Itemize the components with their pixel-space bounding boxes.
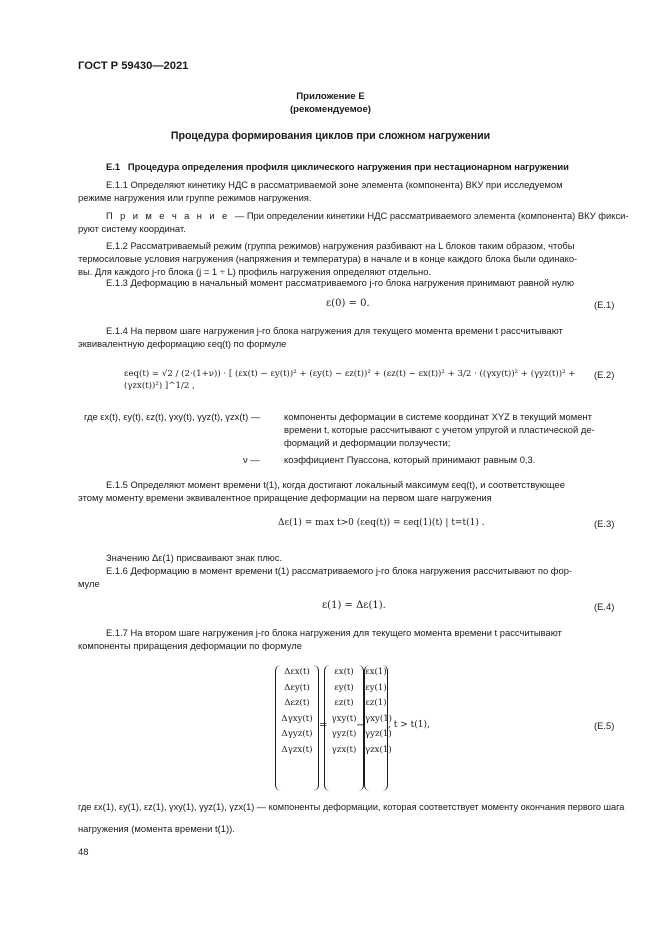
page-number: 48 bbox=[78, 846, 89, 857]
matrix-cell: γyz(t) bbox=[331, 729, 357, 739]
matrix-cell: εx(t) bbox=[334, 667, 354, 677]
matrix-cell: γzx(t) bbox=[331, 744, 357, 755]
matrix-cell: Δγyz(t) bbox=[281, 729, 313, 739]
final-paragraph-line2: нагружения (момента времени t(1)). bbox=[78, 823, 235, 834]
standard-header: ГОСТ Р 59430—2021 bbox=[78, 60, 189, 72]
matrix-cell: Δεz(t) bbox=[284, 698, 310, 708]
paragraph-e116-line2: муле bbox=[78, 578, 100, 589]
equation-e4: ε(1) = Δε(1). bbox=[322, 600, 386, 611]
matrix-cell: Δγzx(t) bbox=[281, 744, 313, 755]
note-label: П р и м е ч а н и е bbox=[106, 210, 230, 221]
paragraph-e115-line1: Е.1.5 Определяют момент времени t(1), когда достигают локальный максимум εeq(t), и соответствующее bbox=[106, 479, 565, 490]
equation-e1: ε(0) = 0. bbox=[326, 298, 370, 309]
matrix-increments bbox=[275, 665, 319, 791]
matrix-cell: γxy(1) bbox=[365, 713, 393, 724]
matrix-cell: Δεx(t) bbox=[284, 667, 310, 677]
where1-line2: времени t, которые рассчитывают с учетом упругой и пластической де- bbox=[284, 424, 595, 435]
equation-e2: εeq(t) = √2 / (2·(1+ν)) · [ (εx(t) − εy(t))² + (εy(t) − εz(t))² + (εz(t) − εx(t))² + 3/2 · ((γxy(t))² + (γyz(t))² + (γzx(t))²) ]^1/2 , bbox=[124, 369, 576, 391]
equation-e3-number: (Е.3) bbox=[594, 518, 615, 529]
paragraph-e112-line1: Е.1.2 Рассматриваемый режим (группа режимов) нагружения разбивают на L блоков таким образом, чтобы bbox=[106, 240, 575, 251]
equals-sign: = bbox=[319, 720, 328, 731]
paragraph-e113: Е.1.3 Деформацию в начальный момент рассматриваемого j-го блока нагружения принимают равной нулю bbox=[106, 277, 574, 288]
section-number: Е.1 bbox=[106, 161, 121, 172]
section-heading bbox=[106, 160, 569, 173]
matrix-cell: εz(t) bbox=[334, 698, 354, 708]
appendix-label: Приложение Е bbox=[296, 91, 365, 102]
minus-sign: − bbox=[356, 720, 365, 731]
appendix-status: (рекомендуемое) bbox=[289, 104, 371, 115]
matrix-cell: εy(1) bbox=[365, 682, 387, 693]
matrix-cell: γxy(t) bbox=[331, 713, 357, 724]
paragraph-e117-line1: Е.1.7 На втором шаге нагружения j-го блока нагружения для текущего момента времени t рассчитывают bbox=[106, 627, 562, 638]
matrix-first-step bbox=[364, 665, 393, 791]
note-line2: руют систему координат. bbox=[78, 223, 186, 234]
paragraph-e116-line1: Е.1.6 Деформацию в момент времени t(1) рассматриваемого j-го блока нагружения рассчитывают по фор- bbox=[106, 565, 573, 576]
where1-variables: где εx(t), εy(t), εz(t), γxy(t), γyz(t), γzx(t) — bbox=[84, 411, 261, 422]
equation-e1-number: (Е.1) bbox=[594, 299, 615, 310]
paragraph-e112-line3: вы. Для каждого j-го блока (j = 1 ÷ L) профиль нагружения определяют отдельно. bbox=[78, 266, 432, 277]
equation-e2-number: (Е.2) bbox=[594, 369, 615, 380]
matrix-cell: Δγxy(t) bbox=[281, 713, 313, 724]
section-title: Процедура определения профиля циклического нагружения при нестационарном нагружении bbox=[127, 161, 569, 172]
paragraph-e112-line2: термосиловые условия нагружения (напряжения и температура) в начале и в конце каждого блока были одинако- bbox=[78, 253, 578, 264]
paragraph-e114-line2: эквивалентную деформацию εeq(t) по формуле bbox=[78, 338, 287, 349]
note-text: — При определении кинетики НДС рассматриваемого элемента (компонента) ВКУ фикси- bbox=[234, 210, 629, 221]
paragraph-e115-line2: этому моменту времени эквивалентное приращение деформации на первом шаге нагружения bbox=[78, 492, 492, 503]
matrix-cell: γyz(1) bbox=[365, 729, 392, 739]
matrix-cell: γzx(1) bbox=[365, 744, 392, 755]
equation-e3: Δε(1) = max t>0 (εeq(t)) = εeq(1)(t) | t=t(1) . bbox=[278, 518, 485, 528]
matrix-cell: εy(t) bbox=[334, 682, 354, 693]
matrix-cell: εx(1) bbox=[365, 667, 387, 677]
paragraph-sign: Значению Δε(1) присваивают знак плюс. bbox=[106, 552, 283, 563]
equation-e4-number: (Е.4) bbox=[594, 601, 615, 612]
matrix-cell: εz(1) bbox=[365, 698, 387, 708]
where2-line1: коэффициент Пуассона, который принимают равным 0,3. bbox=[284, 454, 536, 465]
paragraph-e111-line2: режиме нагружения или группе режимов нагружения. bbox=[78, 192, 312, 203]
final-paragraph-line1: где εx(1), εy(1), εz(1), γxy(1), γyz(1), γzx(1) — компоненты деформации, которая соответствует моменту окончания первого шага bbox=[78, 802, 625, 812]
note-line1 bbox=[106, 209, 629, 222]
paragraph-e114-line1: Е.1.4 На первом шаге нагружения j-го блока нагружения для текущего момента времени t рассчитывают bbox=[106, 325, 563, 336]
equation-e5-number: (Е.5) bbox=[594, 720, 615, 731]
matrix-cell: Δεy(t) bbox=[284, 682, 310, 693]
paragraph-e111-line1: Е.1.1 Определяют кинетику НДС в рассматриваемой зоне элемента (компонента) ВКУ при исследуемом bbox=[106, 179, 563, 190]
where2-variable: ν — bbox=[243, 454, 260, 465]
document-title: Процедура формирования циклов при сложном нагружении bbox=[170, 130, 491, 142]
paragraph-e117-line2: компоненты приращения деформации по формуле bbox=[78, 640, 302, 651]
where1-line1: компоненты деформации в системе координат XYZ в текущий момент bbox=[284, 411, 592, 422]
equation-e5-condition: , t > t(1), bbox=[388, 720, 430, 730]
where1-line3: формаций и деформации ползучести; bbox=[284, 437, 451, 448]
